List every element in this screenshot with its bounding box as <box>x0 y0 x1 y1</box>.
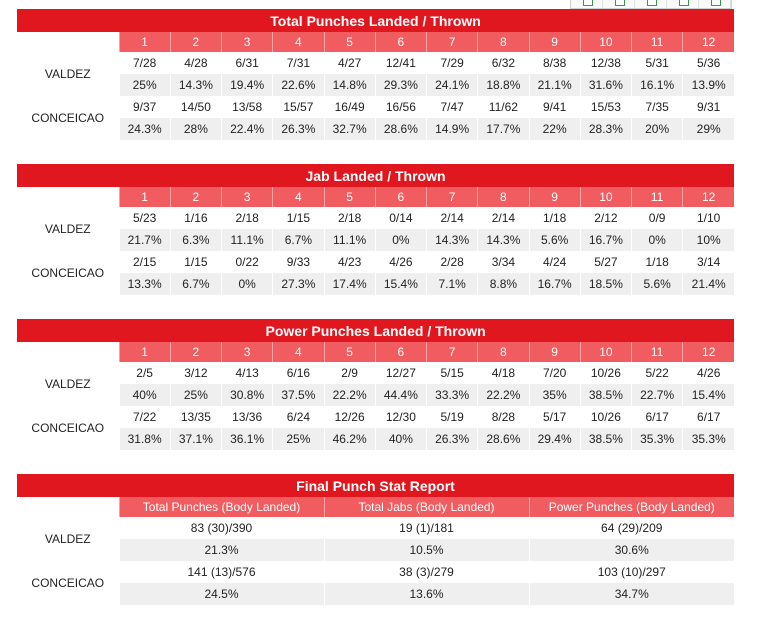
percent-cell: 22.7% <box>632 384 683 406</box>
landed-thrown-cell: 4/28 <box>170 52 221 74</box>
percent-cell: 13.6% <box>324 583 529 605</box>
percent-cell: 25% <box>119 74 170 96</box>
fighter-percent-row <box>17 428 734 450</box>
landed-thrown-cell: 6/24 <box>273 406 324 428</box>
landed-thrown-cell: 38 (3)/279 <box>324 561 529 583</box>
fighter-percent-row <box>17 229 734 251</box>
percent-cell: 40% <box>119 384 170 406</box>
percent-cell: 25% <box>170 384 221 406</box>
percent-cell: 14.9% <box>427 118 478 140</box>
percent-cell: 6.3% <box>170 229 221 251</box>
column-header: 7 <box>427 32 478 52</box>
landed-thrown-cell: 1/18 <box>632 251 683 273</box>
column-header: 9 <box>529 342 580 362</box>
percent-cell: 36.1% <box>222 428 273 450</box>
percent-cell: 30.8% <box>222 384 273 406</box>
landed-thrown-cell: 6/32 <box>478 52 529 74</box>
landed-thrown-cell: 9/41 <box>529 96 580 118</box>
percent-cell: 5.6% <box>529 229 580 251</box>
landed-thrown-cell: 8/38 <box>529 52 580 74</box>
landed-thrown-cell: 5/36 <box>683 52 734 74</box>
fighter-landed-row <box>17 517 734 539</box>
percent-cell: 29.4% <box>529 428 580 450</box>
landed-thrown-cell: 12/27 <box>375 362 426 384</box>
percent-cell: 16.7% <box>580 229 631 251</box>
column-header: 12 <box>683 342 734 362</box>
column-header: 6 <box>375 32 426 52</box>
column-header: 7 <box>427 187 478 207</box>
percent-cell: 38.5% <box>580 428 631 450</box>
landed-thrown-cell: 3/12 <box>170 362 221 384</box>
landed-thrown-cell: 2/18 <box>324 207 375 229</box>
column-header: 5 <box>324 187 375 207</box>
landed-thrown-cell: 16/49 <box>324 96 375 118</box>
percent-cell: 35% <box>529 384 580 406</box>
stat-table <box>17 474 734 605</box>
title-row <box>17 9 734 32</box>
column-header: 9 <box>529 187 580 207</box>
percent-cell: 18.5% <box>580 273 631 295</box>
percent-cell: 6.7% <box>170 273 221 295</box>
column-header: Total Punches (Body Landed) <box>119 497 324 517</box>
percent-cell: 29% <box>683 118 734 140</box>
fighter-landed-row <box>17 561 734 583</box>
landed-thrown-cell: 3/34 <box>478 251 529 273</box>
fighter-landed-row <box>17 251 734 273</box>
percent-cell: 15.4% <box>683 384 734 406</box>
column-header: 11 <box>632 342 683 362</box>
table-title: Final Punch Stat Report <box>17 474 734 497</box>
fighter-percent-row <box>17 583 734 605</box>
percent-cell: 16.7% <box>529 273 580 295</box>
landed-thrown-cell: 7/20 <box>529 362 580 384</box>
percent-cell: 28.6% <box>478 428 529 450</box>
fighter-landed-row <box>17 96 734 118</box>
percent-cell: 22.2% <box>478 384 529 406</box>
percent-cell: 11.1% <box>222 229 273 251</box>
header-row <box>17 187 734 207</box>
header-blank <box>17 187 119 207</box>
percent-cell: 0% <box>222 273 273 295</box>
landed-thrown-cell: 1/15 <box>273 207 324 229</box>
landed-thrown-cell: 2/18 <box>222 207 273 229</box>
landed-thrown-cell: 2/12 <box>580 207 631 229</box>
percent-cell: 38.5% <box>580 384 631 406</box>
stat-table <box>17 319 734 450</box>
fighter-name: VALDEZ <box>17 52 119 96</box>
title-row <box>17 319 734 342</box>
percent-cell: 35.3% <box>683 428 734 450</box>
landed-thrown-cell: 0/22 <box>222 251 273 273</box>
toolbar-icon[interactable] <box>635 0 667 8</box>
percent-cell: 0% <box>632 229 683 251</box>
column-header: Power Punches (Body Landed) <box>529 497 734 517</box>
column-header: 8 <box>478 187 529 207</box>
landed-thrown-cell: 12/38 <box>580 52 631 74</box>
landed-thrown-cell: 7/22 <box>119 406 170 428</box>
landed-thrown-cell: 5/27 <box>580 251 631 273</box>
landed-thrown-cell: 7/31 <box>273 52 324 74</box>
table-title: Power Punches Landed / Thrown <box>17 319 734 342</box>
landed-thrown-cell: 5/15 <box>427 362 478 384</box>
landed-thrown-cell: 1/18 <box>529 207 580 229</box>
percent-cell: 31.8% <box>119 428 170 450</box>
percent-cell: 28.3% <box>580 118 631 140</box>
column-header: 4 <box>273 32 324 52</box>
percent-cell: 10% <box>683 229 734 251</box>
fighter-percent-row <box>17 74 734 96</box>
fighter-percent-row <box>17 384 734 406</box>
column-header: 2 <box>170 32 221 52</box>
percent-cell: 14.8% <box>324 74 375 96</box>
column-header: 3 <box>222 32 273 52</box>
landed-thrown-cell: 15/57 <box>273 96 324 118</box>
title-row <box>17 164 734 187</box>
landed-thrown-cell: 2/5 <box>119 362 170 384</box>
percent-cell: 37.1% <box>170 428 221 450</box>
percent-cell: 14.3% <box>427 229 478 251</box>
column-header: 10 <box>580 187 631 207</box>
landed-thrown-cell: 2/9 <box>324 362 375 384</box>
percent-cell: 24.5% <box>119 583 324 605</box>
landed-thrown-cell: 1/10 <box>683 207 734 229</box>
landed-thrown-cell: 7/35 <box>632 96 683 118</box>
landed-thrown-cell: 9/33 <box>273 251 324 273</box>
percent-cell: 21.3% <box>119 539 324 561</box>
column-header: 12 <box>683 187 734 207</box>
fighter-name: VALDEZ <box>17 517 119 561</box>
percent-cell: 21.7% <box>119 229 170 251</box>
landed-thrown-cell: 4/23 <box>324 251 375 273</box>
header-row <box>17 342 734 362</box>
column-header: 11 <box>632 187 683 207</box>
landed-thrown-cell: 83 (30)/390 <box>119 517 324 539</box>
landed-thrown-cell: 5/17 <box>529 406 580 428</box>
landed-thrown-cell: 4/26 <box>683 362 734 384</box>
landed-thrown-cell: 2/14 <box>478 207 529 229</box>
header-row <box>17 497 734 517</box>
percent-cell: 26.3% <box>427 428 478 450</box>
percent-cell: 33.3% <box>427 384 478 406</box>
landed-thrown-cell: 6/16 <box>273 362 324 384</box>
percent-cell: 22.6% <box>273 74 324 96</box>
column-header: Total Jabs (Body Landed) <box>324 497 529 517</box>
percent-cell: 18.8% <box>478 74 529 96</box>
stat-table <box>17 164 734 295</box>
percent-cell: 11.1% <box>324 229 375 251</box>
column-header: 6 <box>375 187 426 207</box>
fighter-name: CONCEICAO <box>17 96 119 140</box>
header-blank <box>17 32 119 52</box>
column-header: 4 <box>273 342 324 362</box>
landed-thrown-cell: 6/31 <box>222 52 273 74</box>
percent-cell: 21.1% <box>529 74 580 96</box>
landed-thrown-cell: 5/22 <box>632 362 683 384</box>
percent-cell: 21.4% <box>683 273 734 295</box>
landed-thrown-cell: 3/14 <box>683 251 734 273</box>
toolbar-icon[interactable] <box>571 0 603 8</box>
fighter-name: CONCEICAO <box>17 561 119 605</box>
landed-thrown-cell: 5/31 <box>632 52 683 74</box>
landed-thrown-cell: 64 (29)/209 <box>529 517 734 539</box>
landed-thrown-cell: 7/28 <box>119 52 170 74</box>
landed-thrown-cell: 5/19 <box>427 406 478 428</box>
percent-cell: 10.5% <box>324 539 529 561</box>
fighter-landed-row <box>17 207 734 229</box>
percent-cell: 46.2% <box>324 428 375 450</box>
percent-cell: 20% <box>632 118 683 140</box>
column-header: 8 <box>478 342 529 362</box>
landed-thrown-cell: 1/15 <box>170 251 221 273</box>
header-blank <box>17 342 119 362</box>
fighter-landed-row <box>17 362 734 384</box>
fighter-percent-row <box>17 118 734 140</box>
toolbar-icon[interactable] <box>667 0 699 8</box>
landed-thrown-cell: 13/35 <box>170 406 221 428</box>
column-header: 7 <box>427 342 478 362</box>
percent-cell: 0% <box>375 229 426 251</box>
fighter-name: VALDEZ <box>17 207 119 251</box>
percent-cell: 15.4% <box>375 273 426 295</box>
percent-cell: 5.6% <box>632 273 683 295</box>
toolbar-icon[interactable] <box>603 0 635 8</box>
column-header: 8 <box>478 32 529 52</box>
percent-cell: 37.5% <box>273 384 324 406</box>
column-header: 1 <box>119 187 170 207</box>
landed-thrown-cell: 7/47 <box>427 96 478 118</box>
column-header: 10 <box>580 32 631 52</box>
percent-cell: 34.7% <box>529 583 734 605</box>
header-blank <box>17 497 119 517</box>
percent-cell: 35.3% <box>632 428 683 450</box>
percent-cell: 24.1% <box>427 74 478 96</box>
landed-thrown-cell: 141 (13)/576 <box>119 561 324 583</box>
percent-cell: 14.3% <box>478 229 529 251</box>
table-title: Jab Landed / Thrown <box>17 164 734 187</box>
landed-thrown-cell: 2/14 <box>427 207 478 229</box>
fighter-percent-row <box>17 273 734 295</box>
percent-cell: 30.6% <box>529 539 734 561</box>
percent-cell: 22.2% <box>324 384 375 406</box>
fighter-name: CONCEICAO <box>17 251 119 295</box>
landed-thrown-cell: 12/26 <box>324 406 375 428</box>
landed-thrown-cell: 4/27 <box>324 52 375 74</box>
column-header: 6 <box>375 342 426 362</box>
column-header: 1 <box>119 342 170 362</box>
table-title: Total Punches Landed / Thrown <box>17 9 734 32</box>
column-header: 3 <box>222 342 273 362</box>
percent-cell: 22.4% <box>222 118 273 140</box>
fighter-name: CONCEICAO <box>17 406 119 450</box>
landed-thrown-cell: 103 (10)/297 <box>529 561 734 583</box>
title-row <box>17 474 734 497</box>
percent-cell: 28.6% <box>375 118 426 140</box>
landed-thrown-cell: 9/31 <box>683 96 734 118</box>
landed-thrown-cell: 15/53 <box>580 96 631 118</box>
fighter-name: VALDEZ <box>17 362 119 406</box>
landed-thrown-cell: 5/23 <box>119 207 170 229</box>
column-header: 1 <box>119 32 170 52</box>
landed-thrown-cell: 0/9 <box>632 207 683 229</box>
column-header: 12 <box>683 32 734 52</box>
column-header: 2 <box>170 187 221 207</box>
percent-cell: 32.7% <box>324 118 375 140</box>
column-header: 5 <box>324 32 375 52</box>
landed-thrown-cell: 13/58 <box>222 96 273 118</box>
column-header: 2 <box>170 342 221 362</box>
stat-table <box>17 9 734 140</box>
percent-cell: 17.4% <box>324 273 375 295</box>
percent-cell: 13.3% <box>119 273 170 295</box>
percent-cell: 27.3% <box>273 273 324 295</box>
landed-thrown-cell: 8/28 <box>478 406 529 428</box>
landed-thrown-cell: 19 (1)/181 <box>324 517 529 539</box>
landed-thrown-cell: 2/28 <box>427 251 478 273</box>
toolbar-icons-strip <box>570 0 732 9</box>
landed-thrown-cell: 12/30 <box>375 406 426 428</box>
landed-thrown-cell: 14/50 <box>170 96 221 118</box>
landed-thrown-cell: 1/16 <box>170 207 221 229</box>
landed-thrown-cell: 10/26 <box>580 362 631 384</box>
percent-cell: 22% <box>529 118 580 140</box>
landed-thrown-cell: 11/62 <box>478 96 529 118</box>
percent-cell: 13.9% <box>683 74 734 96</box>
landed-thrown-cell: 7/29 <box>427 52 478 74</box>
column-header: 9 <box>529 32 580 52</box>
percent-cell: 25% <box>273 428 324 450</box>
fighter-landed-row <box>17 52 734 74</box>
landed-thrown-cell: 0/14 <box>375 207 426 229</box>
landed-thrown-cell: 10/26 <box>580 406 631 428</box>
landed-thrown-cell: 12/41 <box>375 52 426 74</box>
landed-thrown-cell: 4/18 <box>478 362 529 384</box>
percent-cell: 14.3% <box>170 74 221 96</box>
percent-cell: 7.1% <box>427 273 478 295</box>
landed-thrown-cell: 2/15 <box>119 251 170 273</box>
toolbar-icon[interactable] <box>699 0 731 8</box>
percent-cell: 19.4% <box>222 74 273 96</box>
landed-thrown-cell: 6/17 <box>683 406 734 428</box>
column-header: 3 <box>222 187 273 207</box>
column-header: 10 <box>580 342 631 362</box>
landed-thrown-cell: 16/56 <box>375 96 426 118</box>
percent-cell: 44.4% <box>375 384 426 406</box>
landed-thrown-cell: 6/17 <box>632 406 683 428</box>
percent-cell: 24.3% <box>119 118 170 140</box>
landed-thrown-cell: 4/26 <box>375 251 426 273</box>
percent-cell: 17.7% <box>478 118 529 140</box>
landed-thrown-cell: 13/36 <box>222 406 273 428</box>
landed-thrown-cell: 4/24 <box>529 251 580 273</box>
column-header: 11 <box>632 32 683 52</box>
percent-cell: 28% <box>170 118 221 140</box>
percent-cell: 8.8% <box>478 273 529 295</box>
percent-cell: 26.3% <box>273 118 324 140</box>
percent-cell: 40% <box>375 428 426 450</box>
landed-thrown-cell: 4/13 <box>222 362 273 384</box>
percent-cell: 31.6% <box>580 74 631 96</box>
fighter-landed-row <box>17 406 734 428</box>
percent-cell: 6.7% <box>273 229 324 251</box>
header-row <box>17 32 734 52</box>
landed-thrown-cell: 9/37 <box>119 96 170 118</box>
column-header: 4 <box>273 187 324 207</box>
column-header: 5 <box>324 342 375 362</box>
fighter-percent-row <box>17 539 734 561</box>
percent-cell: 16.1% <box>632 74 683 96</box>
percent-cell: 29.3% <box>375 74 426 96</box>
